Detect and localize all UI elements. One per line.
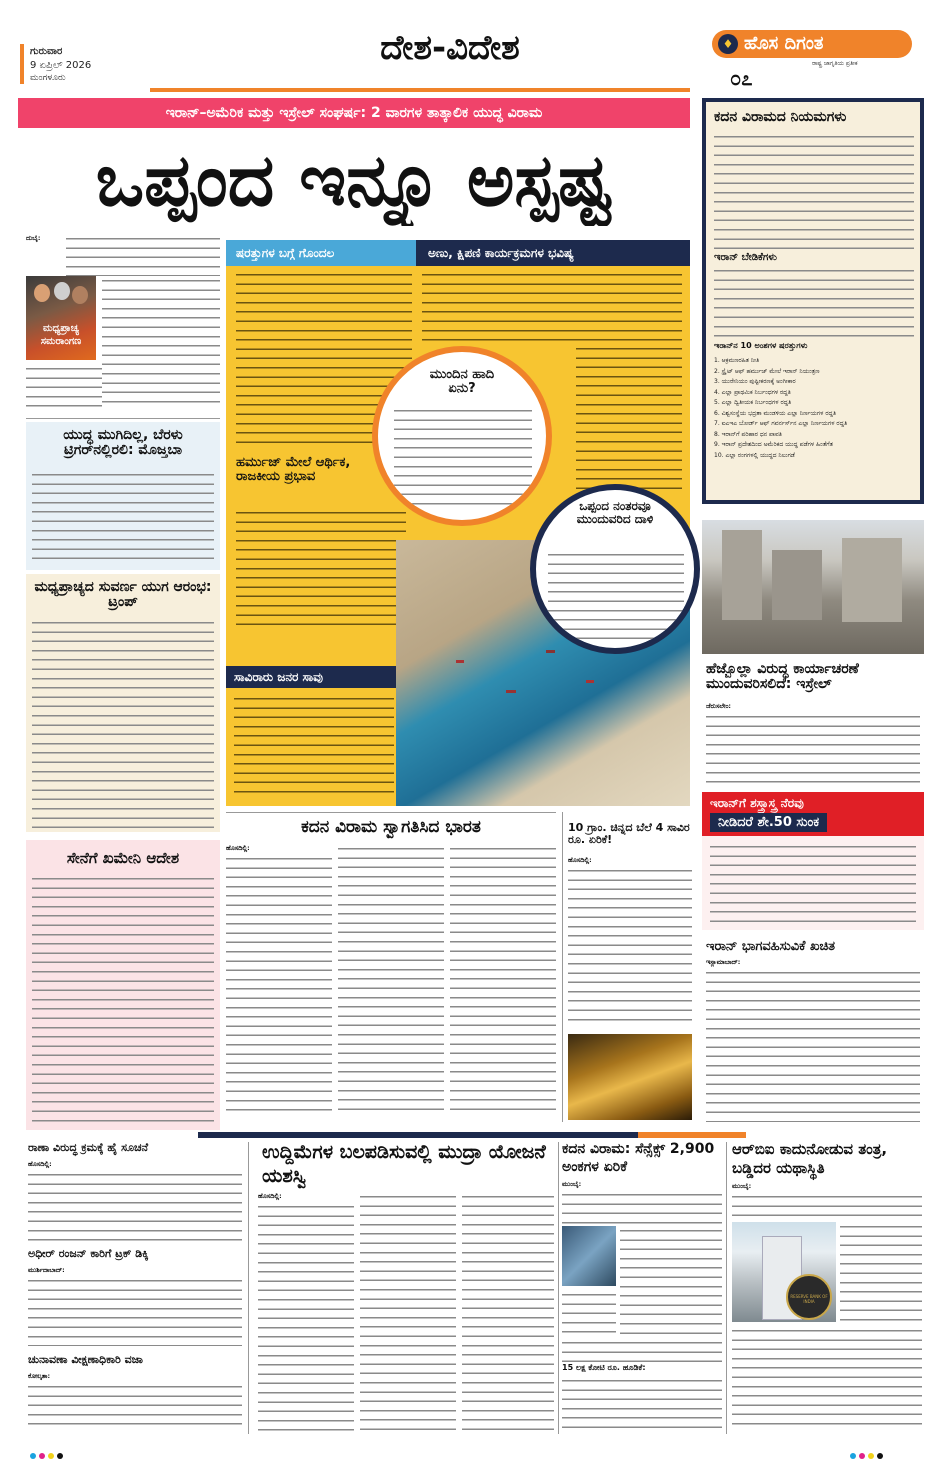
tariff-box	[702, 792, 924, 930]
iran-participation-headline: ಇರಾನ್ ಭಾಗವಹಿಸುವಿಕೆ ಖಚಿತ	[706, 939, 836, 954]
rbi-headline: ಆರ್‌ಬಿಐ ಕಾದುನೋಡುವ ತಂತ್ರ, ಬಡ್ಡಿದರ ಯಥಾಸ್ಥಿತಿ	[732, 1140, 888, 1177]
rule-item: 3. ಯುರೇನಿಯಂ ಪುಷ್ಟೀಕರಣಕ್ಕೆ ಅಂಗೀಕಾರ	[714, 378, 796, 385]
date-block	[20, 44, 130, 88]
story-khamenei-headline: ಸೇನೆಗೆ ಖಮೇನಿ ಆದೇಶ	[66, 849, 180, 867]
lead-body-a	[102, 276, 220, 406]
rbi-seal	[786, 1274, 832, 1320]
iran-participation-body: ಇಸ್ಲಾಮಾಬಾದ್:	[706, 958, 741, 966]
lamp-icon: ♦	[718, 34, 738, 54]
tab-conditions: ಷರತ್ತುಗಳ ಬಗ್ಗೆ ಗೊಂದಲ	[226, 240, 416, 266]
bottom-divider	[198, 1132, 746, 1138]
rule-item: 7. ಐಎಇಎ ಬೋರ್ಡ್ ಆಫ್ ಗವರ್ನರ್ಸ್‌ನ ಎಲ್ಲಾ ನಿರ್ಣಯಗಳ ರದ್ದತಿ	[714, 420, 848, 427]
rule-item: 2. ಸ್ಟ್ರೈಟ್ ಆಫ್ ಹರ್ಮುಜ್ ಮೇಲೆ ಇರಾನ್ ನಿಯಂತ್ರಣ	[714, 367, 820, 375]
rana-headline: ರಾಣಾ ವಿರುದ್ಧ ಕ್ರಮಕ್ಕೆ ಹೈ ಸೂಚನೆ	[28, 1141, 149, 1154]
story-trump	[26, 574, 220, 832]
lead-kicker: ಇರಾನ್–ಅಮೆರಿಕ ಮತ್ತು ಇಸ್ರೇಲ್ ಸಂಘರ್ಷ: 2 ವಾರಗಳ ತಾತ್ಕಾಲಿಕ ಯುದ್ಧ ವಿರಾಮ	[165, 105, 543, 121]
paper-name: ಹೊಸ ದಿಗಂತ	[744, 33, 824, 54]
sensex-sub: 15 ಲಕ್ಷ ಕೋಟಿ ರೂ. ಹೂಡಿಕೆ:	[562, 1364, 652, 1373]
lead-dateline: ದುಬೈ:	[26, 234, 41, 242]
lead-headline: ಒಪ್ಪಂದ ಇನ್ನೂ ಅಸ್ಪಷ್ಟ	[95, 138, 613, 222]
rules-list	[714, 356, 920, 461]
rule-item: 4. ಎಲ್ಲಾ ಪ್ರಾಥಮಿಕ ನಿರ್ಬಂಧಗಳ ರದ್ದತಿ	[714, 388, 791, 396]
lead-story-column	[26, 234, 220, 414]
hezbollah-headline: ಹೆಜ್ಬೊಲ್ಲಾ ವಿರುದ್ಧ ಕಾರ್ಯಾಚರಣೆ ಮುಂದುವರಿಸಲಿದೆ: ಇಸ್ರೇಲ್	[706, 661, 859, 693]
rules-box	[702, 98, 924, 504]
story-trump-headline: ಮಧ್ಯಪ್ರಾಚ್ಯದ ಸುವರ್ಣ ಯುಗ ಆರಂಭ: ಟ್ರಂಪ್	[34, 579, 212, 611]
lead-body-top	[66, 234, 220, 276]
paper-tagline: ರಾಷ್ಟ್ರ ಜಾಗೃತಿಯ ಪ್ರತೀಕ	[812, 60, 858, 67]
rbi-building-photo	[732, 1222, 836, 1322]
bull-statue-photo	[562, 1226, 616, 1286]
story-mojtaba	[26, 422, 220, 570]
adhir-headline: ಅಧೀರ್ ರಂಜನ್ ಕಾರಿಗೆ ಟ್ರಕ್ ಡಿಕ್ಕಿ	[28, 1247, 149, 1260]
section-title: ದೇಶ-ವಿದೇಶ	[380, 28, 520, 68]
rules-box-title: ಕದನ ವಿರಾಮದ ನಿಯಮಗಳು	[714, 109, 847, 125]
story-khamenei	[26, 840, 220, 1130]
gold-body: ಹೊಸದಿಲ್ಲಿ:	[568, 856, 592, 864]
ruins-photo	[702, 520, 924, 654]
registration-marks-right	[850, 1444, 886, 1459]
paper-logo	[712, 30, 912, 90]
registration-marks-left	[30, 1444, 66, 1459]
photo-caption: ಮಧ್ಯಪ್ರಾಚ್ಯ ಸಮರಾಂಗಣ	[40, 323, 82, 347]
callout-attacks-continue: ಒಪ್ಪಂದ ನಂತರವೂ ಮುಂದುವರಿದ ದಾಳಿ	[530, 484, 700, 654]
gold-headline: 10 ಗ್ರಾಂ. ಚಿನ್ನದ ಬೆಲೆ 4 ಸಾವಿರ ರೂ. ಏರಿಕೆ!	[568, 821, 690, 847]
observer-headline: ಚುನಾವಣಾ ವೀಕ್ಷಣಾಧಿಕಾರಿ ವಜಾ	[28, 1353, 143, 1366]
india-headline: ಕದನ ವಿರಾಮ ಸ್ವಾಗತಿಸಿದ ಭಾರತ	[301, 817, 481, 837]
rbi-seal-text: RESERVE BANK OF INDIA	[790, 1294, 828, 1304]
day-label: ಗುರುವಾರ	[30, 46, 63, 57]
hezbollah-body: ಜೆರುಸಲೇಂ:	[706, 702, 731, 710]
rules-box-sub1: ಇರಾನ್ ಬೇಡಿಕೆಗಳು	[714, 252, 777, 263]
gold-bars-photo	[568, 1034, 692, 1120]
sensex-headline: ಕದನ ವಿರಾಮ: ಸೆನ್ಸೆಕ್ಸ್ 2,900 ಅಂಕಗಳ ಏರಿಕೆ	[562, 1141, 715, 1175]
date-label: 9 ಏಪ್ರಿಲ್ 2026	[30, 60, 92, 71]
lead-photo	[26, 276, 96, 360]
page-number: ೦೭	[730, 66, 753, 90]
rule-item: 10. ಎಲ್ಲಾ ರಂಗಗಳಲ್ಲಿ ಯುದ್ಧದ ನಿಲುಗಡೆ	[714, 451, 795, 459]
sub-deaths-bar: ಸಾವಿರಾರು ಜನರ ಸಾವು	[226, 666, 396, 688]
rule-item: 8. ಇರಾನ್‌ಗೆ ಪರಿಹಾರ ಧನ ಪಾವತಿ	[714, 430, 782, 438]
sub-hormuz: ಹರ್ಮುಜ್ ಮೇಲೆ ಆರ್ಥಿಕ, ರಾಜಕೀಯ ಪ್ರಭಾವ	[236, 455, 351, 485]
mudra-headline: ಉದ್ದಿಮೆಗಳ ಬಲಪಡಿಸುವಲ್ಲಿ ಮುದ್ರಾ ಯೋಜನೆ ಯಶಸ್ವಿ	[262, 1141, 546, 1187]
tariff-headline-1: ಇರಾನ್‌ಗೆ ಶಸ್ತ್ರಾಸ್ತ್ರ ನೆರವು	[710, 796, 804, 810]
rule-item: 6. ವಿಶ್ವಸಂಸ್ಥೆಯ ಭದ್ರತಾ ಮಂಡಳಿಯ ಎಲ್ಲಾ ನಿರ್ಣಯಗಳ ರದ್ದತಿ	[714, 409, 837, 417]
rule-item: 5. ಎಲ್ಲಾ ದ್ವಿತೀಯಕ ನಿರ್ಬಂಧಗಳ ರದ್ದತಿ	[714, 399, 792, 406]
lead-body-b	[26, 364, 102, 412]
india-body: ಹೊಸದಿಲ್ಲಿ:	[226, 844, 250, 852]
rule-item: 9. ಇರಾನ್ ಪ್ರದೇಶದಿಂದ ಅಮೆರಿಕದ ಯುದ್ಧ ಪಡೆಗಳ ಹಿಂತೆಗೆತ	[714, 441, 833, 448]
lead-kicker-bar	[18, 98, 690, 128]
story-mojtaba-headline: ಯುದ್ಧ ಮುಗಿದಿಲ್ಲ, ಬೆರಳು ಟ್ರಿಗರ್‌ನಲ್ಲಿರಲಿ: ಮೊಜ್ತಬಾ	[63, 427, 183, 459]
rules-box-sub2: ಇರಾನ್‌ನ 10 ಅಂಶಗಳ ಷರತ್ತುಗಳು	[714, 341, 808, 350]
city-label: ಮಂಗಳೂರು	[30, 73, 66, 83]
tariff-headline-2: ನೀಡಿದರೆ ಶೇ.50 ಸುಂಕ	[710, 813, 827, 832]
masthead	[0, 0, 945, 96]
rule-item: 1. ಆಕ್ರಮಣರಹಿತ ನೀತಿ	[714, 357, 760, 364]
tab-nuclear: ಅಣು, ಕ್ಷಿಪಣಿ ಕಾರ್ಯಕ್ರಮಗಳ ಭವಿಷ್ಯ	[416, 240, 690, 266]
callout-next-path: ಮುಂದಿನ ಹಾದಿ ಏನು?	[372, 346, 552, 526]
